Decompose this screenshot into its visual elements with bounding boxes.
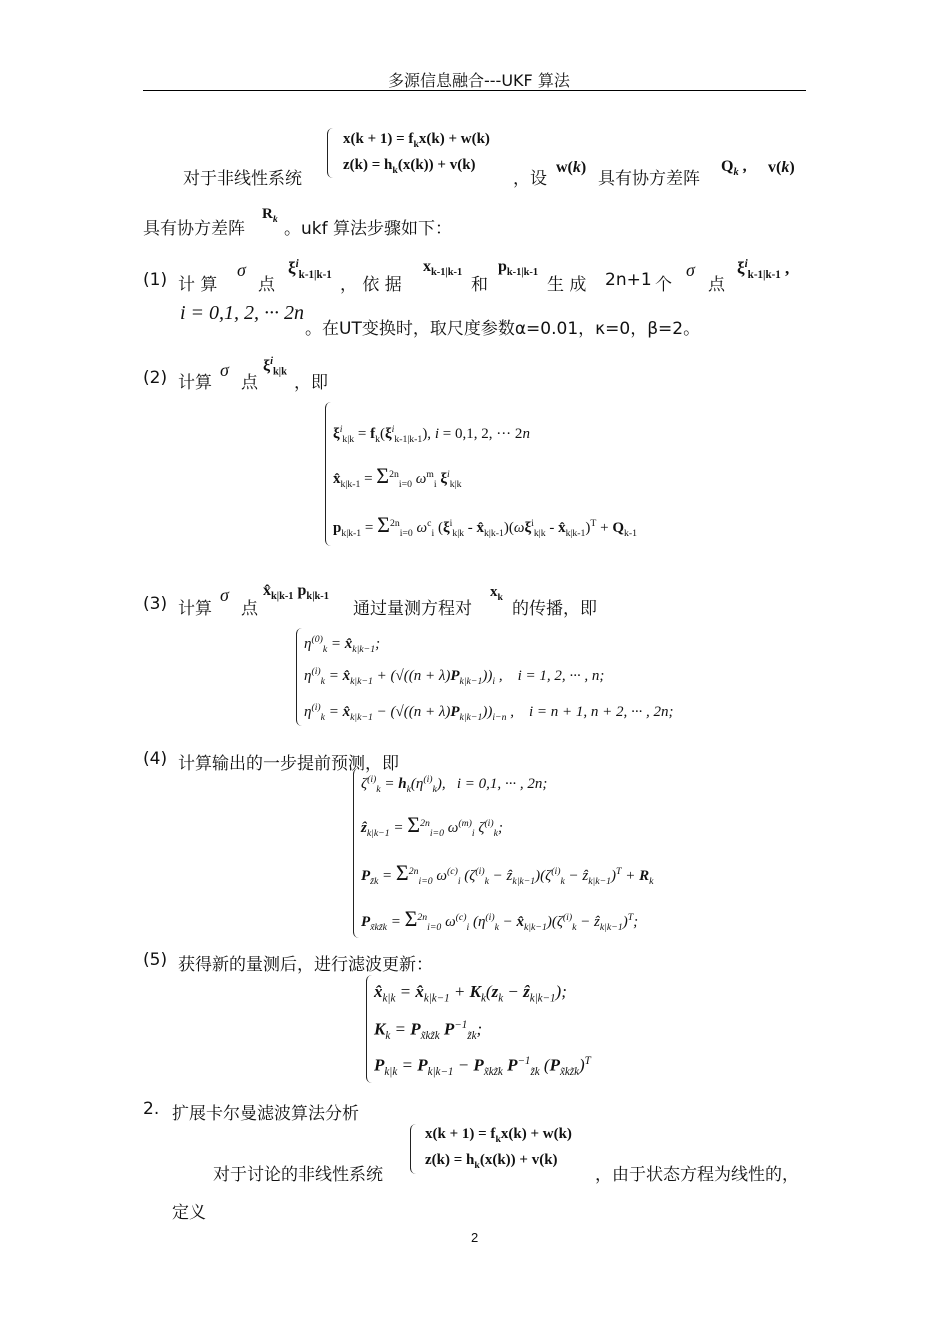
step1-line2: 。在UT变换时，取尺度参数α=0.01，κ=0，β=2。 <box>305 319 701 339</box>
step1-c: ， 依 据 <box>340 275 402 295</box>
r-symbol: $R_k$ <box>262 206 278 225</box>
page-number: 2 <box>471 1230 479 1245</box>
header-rule <box>143 90 806 91</box>
step4-a: 计算输出的一步提前预测，即 <box>178 754 399 774</box>
step3-number: (3) <box>143 594 168 614</box>
q-symbol: $Q_k$ , <box>721 158 747 179</box>
sigma-symbol-4: σ <box>220 585 229 605</box>
step1-b: 点 <box>258 275 275 295</box>
step3-c: 通过量测方程对 <box>353 599 472 619</box>
step3-d: 的传播，即 <box>512 599 597 619</box>
step1-number: (1) <box>143 270 168 290</box>
intro-mid: ，设 <box>513 169 547 189</box>
step3-a: 计算 <box>178 599 212 619</box>
p-est-symbol: $p_{k-1|k-1}$ <box>498 258 539 279</box>
sigma-symbol-2: σ <box>686 260 695 280</box>
xi-symbol: $\xi^i_{k-1|k-1}$ <box>288 258 332 282</box>
step1-e: 生 成 <box>547 275 587 295</box>
step1-h: 点 <box>708 275 725 295</box>
step1-g: 个 <box>655 275 672 295</box>
step2-c: ，即 <box>294 373 328 393</box>
xi-kk-symbol: $\xi^i_{k|k}$ <box>263 356 287 378</box>
xk-symbol: $x_k$ <box>490 584 503 603</box>
intro-line2: 具有协方差阵 <box>143 219 245 239</box>
sigma-symbol: σ <box>237 260 246 280</box>
step3-b: 点 <box>241 599 258 619</box>
step1-f: 2n+1 <box>605 270 652 290</box>
step2-number: (2) <box>143 368 168 388</box>
section2-number: 2. <box>143 1099 160 1119</box>
section2-line2: 定义 <box>172 1203 206 1223</box>
step5-number: (5) <box>143 950 168 970</box>
section2-suffix: ，由于状态方程为线性的， <box>595 1165 799 1185</box>
intro-prefix: 对于非线性系统 <box>183 169 302 189</box>
step4-number: (4) <box>143 749 168 769</box>
sigma-symbol-3: σ <box>220 360 229 380</box>
index-range: i = 0,1, 2, ··· 2n <box>180 302 305 324</box>
step5-a: 获得新的量测后，进行滤波更新： <box>178 955 433 975</box>
step2-b: 点 <box>241 373 258 393</box>
x-pred-symbol: $x̂_{k|k-1}$ $p_{k|k-1}$ <box>263 582 329 603</box>
step1-d: 和 <box>471 275 488 295</box>
step1-a: 计 算 <box>178 275 218 295</box>
w-symbol: w(k) <box>556 159 587 176</box>
step2-a: 计算 <box>178 373 212 393</box>
section2-title: 扩展卡尔曼滤波算法分析 <box>172 1104 359 1124</box>
section2-prefix: 对于讨论的非线性系统 <box>213 1165 383 1185</box>
x-est-symbol: $x_{k-1|k-1}$ <box>423 258 463 279</box>
intro-cov-q: 具有协方差阵 <box>598 169 700 189</box>
intro-tail: 。ukf 算法步骤如下： <box>284 219 453 239</box>
xi-symbol-2: $\xi^i_{k-1|k-1}$ , <box>737 258 790 282</box>
v-symbol: v(k) <box>768 159 795 176</box>
page-header-title: 多源信息融合---UKF 算法 <box>388 71 570 90</box>
